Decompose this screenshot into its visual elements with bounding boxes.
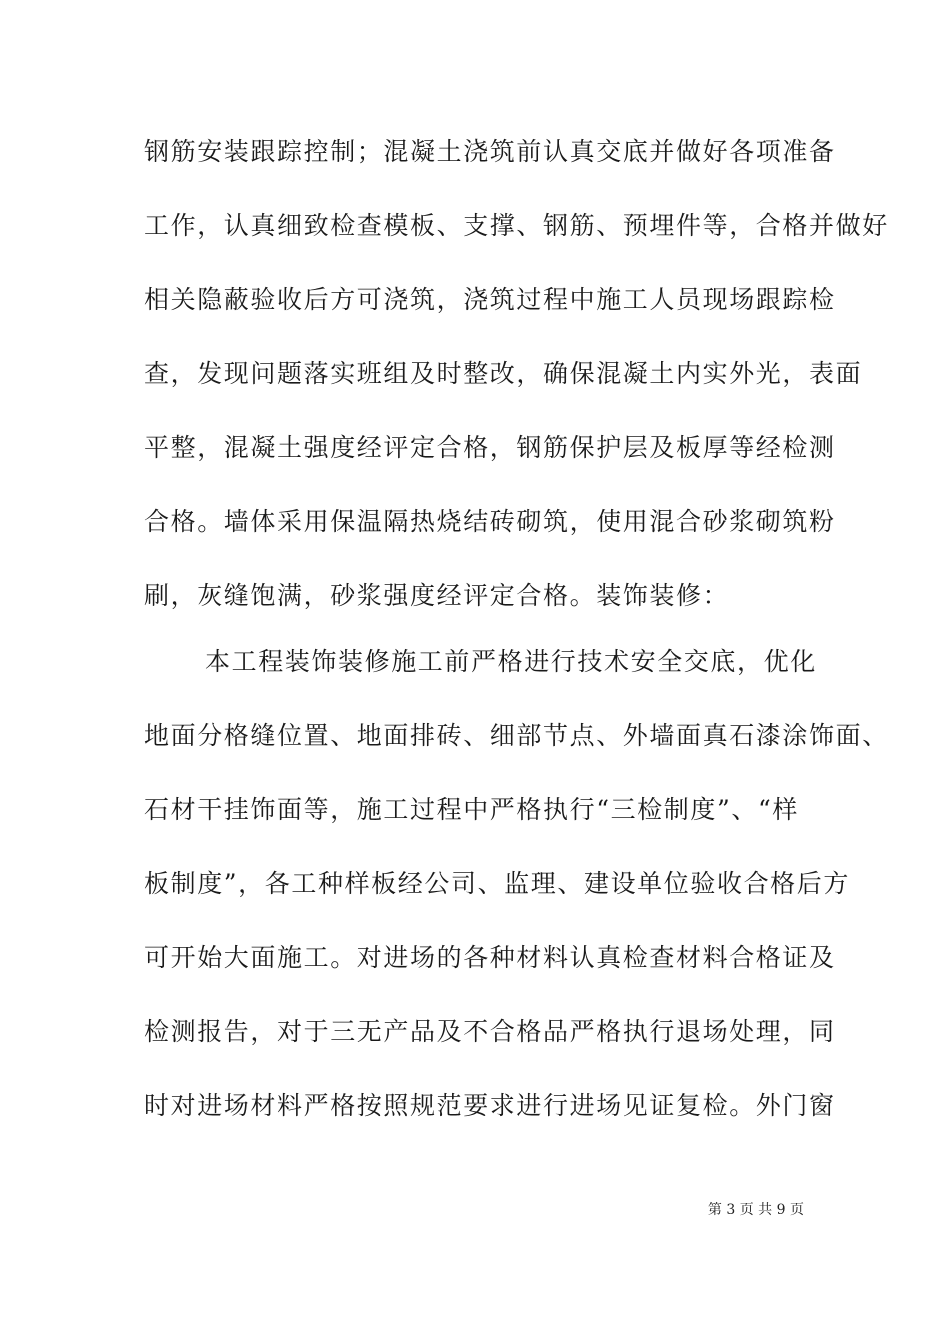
page-number-footer: 第 3 页 共 9 页 bbox=[707, 1202, 804, 1218]
text-line-10: 石材干挂饰面等，施工过程中严格执行“三检制度”、“样 bbox=[144, 795, 799, 824]
text-line-6: 合格。墙体采用保温隔热烧结砖砌筑，使用混合砂浆砌筑粉 bbox=[144, 507, 836, 536]
text-line-14: 时对进场材料严格按照规范要求进行进场见证复检。外门窗 bbox=[144, 1091, 836, 1120]
text-line-5: 平整，混凝土强度经评定合格，钢筋保护层及板厚等经检测 bbox=[144, 433, 836, 462]
text-line-4: 查，发现问题落实班组及时整改，确保混凝土内实外光，表面 bbox=[144, 359, 863, 388]
text-line-9: 地面分格缝位置、地面排砖、细部节点、外墙面真石漆涂饰面、 bbox=[144, 721, 889, 750]
text-line-7: 刷，灰缝饱满，砂浆强度经评定合格。装饰装修： bbox=[144, 581, 730, 610]
text-line-1: 钢筋安装跟踪控制；混凝土浇筑前认真交底并做好各项准备 bbox=[144, 137, 836, 166]
text-line-12: 可开始大面施工。对进场的各种材料认真检查材料合格证及 bbox=[144, 943, 836, 972]
paragraph-start-line: 本工程装饰装修施工前严格进行技术安全交底，优化 bbox=[205, 647, 817, 676]
text-line-3: 相关隐蔽验收后方可浇筑，浇筑过程中施工人员现场跟踪检 bbox=[144, 285, 836, 314]
text-line-13: 检测报告，对于三无产品及不合格品严格执行退场处理，同 bbox=[144, 1017, 836, 1046]
text-line-11: 板制度”，各工种样板经公司、监理、建设单位验收合格后方 bbox=[144, 869, 850, 898]
text-line-2: 工作，认真细致检查模板、支撑、钢筋、预埋件等，合格并做好 bbox=[144, 211, 889, 240]
